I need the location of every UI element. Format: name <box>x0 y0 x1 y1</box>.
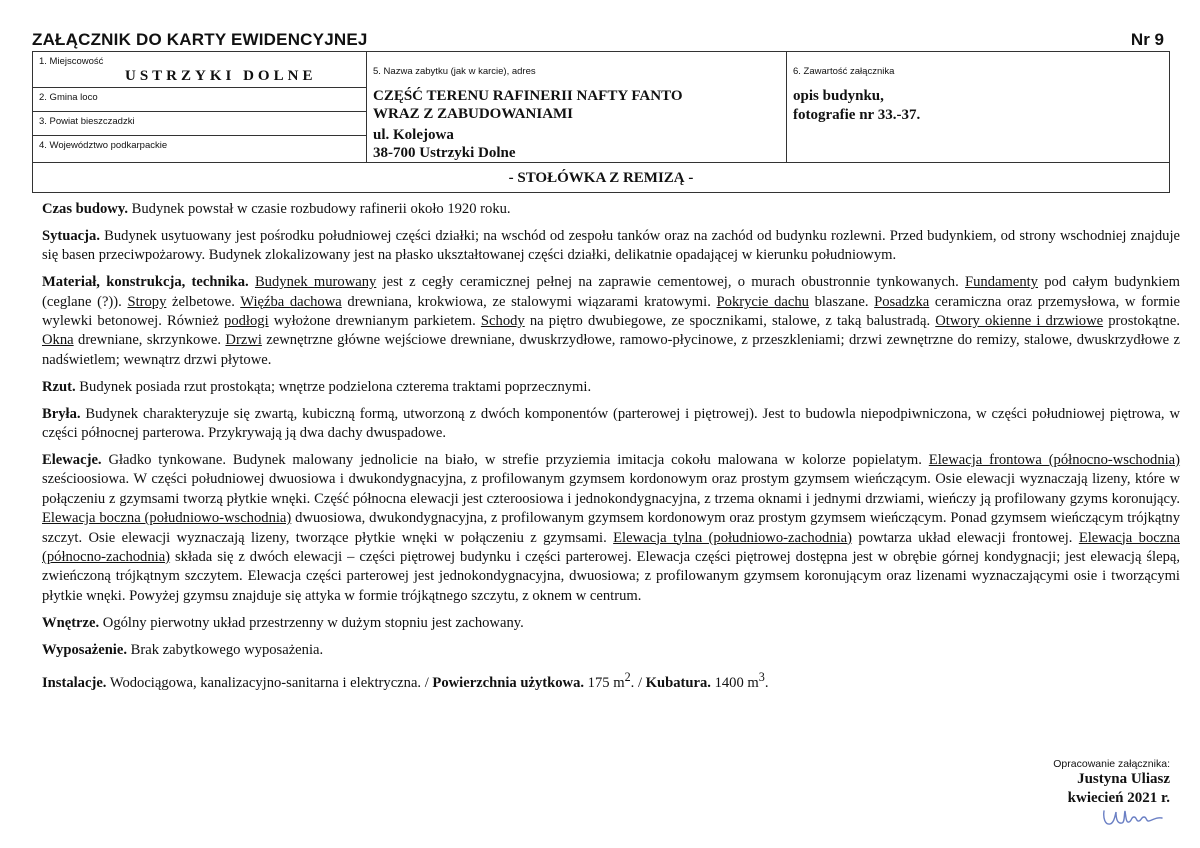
text-run: Wodociągowa, kanalizacyjno-sanitarna i elektryczna. / <box>106 674 433 691</box>
underlined-term: Więźba dachowa <box>240 293 342 310</box>
underlined-term: Posadzka <box>874 293 930 310</box>
paragraph-bryla <box>42 405 1180 444</box>
paragraph-wnetrze <box>42 614 1180 633</box>
text-run: sześcioosiowa. W części południowej dwuosiowa i dwukondygnacyjna, z profilowanym gzymsem kordonowym oraz prostym gzymsem wieńczącym. Osie elewacji wyznaczają lizeny, które w połączeniu z gzymsami tworzą płytkie wnęki. Część północna elewacji jest czteroosiowa i jednokondygnacyjna, z trzema oknami i jednymi drzwiami, wieńczy ją profilowany gzyms koronujący. <box>42 471 1180 507</box>
text-run: drewniana, krokwiowa, ze stalowymi wiązarami kratowymi. <box>341 293 717 310</box>
underlined-term: podłogi <box>224 313 269 330</box>
description-body <box>42 200 1180 700</box>
gmina-value: 2. Gmina loco <box>39 92 98 103</box>
text-run: zewnętrzne główne wejściowe drewniane, dwuskrzydłowe, ramowo-płycinowe, z przeszkleniami; drzwi zewnętrzne do remizy, stalowe, dwuskrzydłowe z nadświetlem; wewnątrz drzwi płytowe. <box>42 332 1180 368</box>
text-run: . <box>764 674 769 691</box>
paragraph-rzut <box>42 378 1180 397</box>
text-run: Gładko tynkowane. Budynek malowany jednolicie na biało, w strefie przyziemia imitacja cokołu malowana w kolorze popielatym. <box>101 451 929 468</box>
underlined-term: Drzwi <box>225 332 262 349</box>
paragraph-wyposazenie <box>42 641 1180 660</box>
underlined-term: Elewacja boczna (południowo-wschodnia) <box>42 510 292 527</box>
signature-date: kwiecień 2021 r. <box>1067 790 1170 806</box>
paragraph-heading: Czas budowy. <box>42 201 128 217</box>
inline-heading: Powierzchnia użytkowa. <box>432 674 585 691</box>
signature-label: Opracowanie załącznika: <box>1053 758 1170 770</box>
zawartosc-line-1: opis budynku, <box>793 88 884 104</box>
underlined-term: Elewacja boczna (północno-zachodnia) <box>42 529 1180 565</box>
text-run: żelbetowe. <box>166 293 241 310</box>
section-title: - STOŁÓWKA Z REMIZĄ - <box>32 163 1170 193</box>
superscript: 3 <box>758 669 765 684</box>
underlined-term: Stropy <box>127 293 167 310</box>
underlined-term: Okna <box>42 332 74 349</box>
text-run: drewniane, skrzynkowe. <box>73 332 226 349</box>
paragraph-sytuacja <box>42 227 1180 266</box>
superscript: 2 <box>624 669 631 684</box>
text-run: pod całym budynkiem (ceglane (?)). <box>42 274 1180 310</box>
paragraph-text: Budynek powstał w czasie rozbudowy rafinerii około 1920 roku. <box>127 201 511 217</box>
document-title: ZAŁĄCZNIK DO KARTY EWIDENCYJNEJ <box>32 30 368 49</box>
text-run: powtarza układ elewacji frontowej. <box>852 529 1079 546</box>
underlined-term: Budynek murowany <box>254 274 377 291</box>
paragraph-text: Brak zabytkowego wyposażenia. <box>127 641 324 658</box>
paragraph-text: Budynek charakteryzuje się zwartą, kubiczną formą, utworzoną z dwóch komponentów (parterowej i piętrowej). Jest to budowla niepodpiwniczona, w części południowej piętrowa, w części północnej parterowa. Przykrywają ją dwa dachy dwuspadowe. <box>42 405 1180 442</box>
paragraph-heading: Wnętrze. <box>42 614 100 631</box>
paragraph-heading: Bryła. <box>42 405 81 422</box>
text-run: na piętro dwubiegowe, ze spocznikami, stalowe, z taką balustradą. <box>524 313 936 330</box>
underlined-term: Schody <box>480 313 525 330</box>
field-powiat <box>33 112 366 136</box>
zawartosc-line-2: fotografie nr 33.-37. <box>793 107 921 123</box>
paragraph-text: Ogólny pierwotny układ przestrzenny w dużym stopniu jest zachowany. <box>99 614 524 631</box>
nazwa-line-3: ul. Kolejowa <box>373 127 454 143</box>
paragraph-heading: Wyposażenie. <box>42 641 127 658</box>
text-run: . / <box>630 674 646 691</box>
text-run: 175 m <box>584 674 625 691</box>
paragraph-heading: Sytuacja. <box>42 227 100 244</box>
text-run: prostokątne. <box>1103 313 1180 330</box>
author-name: Justyna Uliasz <box>1077 771 1170 787</box>
underlined-term: Otwory okienne i drzwiowe <box>935 313 1104 330</box>
contents-column <box>787 52 1169 162</box>
paragraph-text: Budynek posiada rzut prostokąta; wnętrze podzielona czterema traktami poprzecznymi. <box>75 378 592 395</box>
text-run: wyłożone drewnianym parkietem. <box>268 313 481 330</box>
paragraph-heading: Elewacje. <box>42 451 102 468</box>
paragraph-czas-budowy <box>42 200 1180 219</box>
location-column <box>33 52 367 162</box>
paragraph-material <box>42 273 1180 370</box>
miejscowosc-label: 1. Miejscowość <box>39 56 104 67</box>
paragraph-text: Budynek usytuowany jest pośrodku południowej części działki; na wschód od zespołu tanków oraz na zachód od budynku rozlewni. Przed budynkiem, od strony wschodniej znajduje się basen przeciwpożarowy. Budynek zlokalizowany jest na płasko ukształtowanej części działki, delikatnie opadającej w kierunku południowym. <box>42 227 1180 264</box>
paragraph-heading: Rzut. <box>42 378 76 395</box>
text-run: ceramiczna oraz przemysłowa, w formie wylewki betonowej. Również <box>42 293 1181 330</box>
metadata-table <box>32 51 1170 163</box>
field-gmina <box>33 88 366 112</box>
paragraph-elewacje <box>42 451 1180 606</box>
text-run: dwuosiowa, dwukondygnacyjna, z profilowanym gzymsem kordonowym oraz prostym gzymsem wieńczącym. Ponad gzymsem wieńczącym trójkątny szczyt. Osie elewacji wyznaczają lizeny, tworzące płytkie wnęki w połączeniu z gzymsami. <box>42 510 1180 546</box>
underlined-term: Elewacja frontowa (północno-wschodnia) <box>928 451 1181 468</box>
name-column <box>367 52 787 162</box>
underlined-term: Fundamenty <box>965 274 1038 291</box>
signature-block <box>1053 758 1170 830</box>
nazwa-label: 5. Nazwa zabytku (jak w karcie), adres <box>373 66 536 77</box>
handwritten-signature-icon <box>1100 808 1170 830</box>
paragraph-heading: Instalacje. <box>42 674 107 691</box>
text-run: 1400 m <box>710 674 759 691</box>
field-wojewodztwo <box>33 136 366 162</box>
underlined-term: Elewacja tylna (południowo-zachodnia) <box>613 529 853 546</box>
underlined-term: Pokrycie dachu <box>716 293 809 310</box>
text-run: jest z cegły ceramicznej pełnej na zaprawie cementowej, o murach obustronnie tynkowanych. <box>376 274 966 291</box>
wojewodztwo-value: 4. Województwo podkarpackie <box>39 140 168 151</box>
inline-heading: Kubatura. <box>645 674 711 691</box>
nazwa-line-4: 38-700 Ustrzyki Dolne <box>373 145 516 161</box>
text-run: składa się z dwóch elewacji – części piętrowej budynku i części parterowej. Elewacja części piętrowej dostępna jest w obrębie górnej kondygnacji; jest elewacją ślepą, zwieńczoną trójkątnym szczytem. Elewacja części parterowej jest jednokondygnacyjna, dwuosiowa; z profilowanym gzymsem koronującym oraz lizenami wyznaczającymi osie i tworzącymi płytkie wnęki. Powyżej gzymsu znajduje się attyka w formie trójkątnego szczytu, z oknem w centrum. <box>42 549 1180 604</box>
zawartosc-label: 6. Zawartość załącznika <box>793 66 895 77</box>
miejscowosc-value: USTRZYKI DOLNE <box>125 68 317 84</box>
nazwa-line-2: WRAZ Z ZABUDOWANIAMI <box>373 106 574 122</box>
paragraph-instalacje <box>42 668 1180 693</box>
field-miejscowosc <box>33 52 366 88</box>
nazwa-line-1: CZĘŚĆ TERENU RAFINERII NAFTY FANTO <box>373 88 683 104</box>
document-number: Nr 9 <box>1130 30 1164 49</box>
paragraph-heading: Materiał, konstrukcja, technika. <box>42 274 249 291</box>
powiat-value: 3. Powiat bieszczadzki <box>39 116 135 127</box>
text-run: blaszane. <box>808 293 875 310</box>
